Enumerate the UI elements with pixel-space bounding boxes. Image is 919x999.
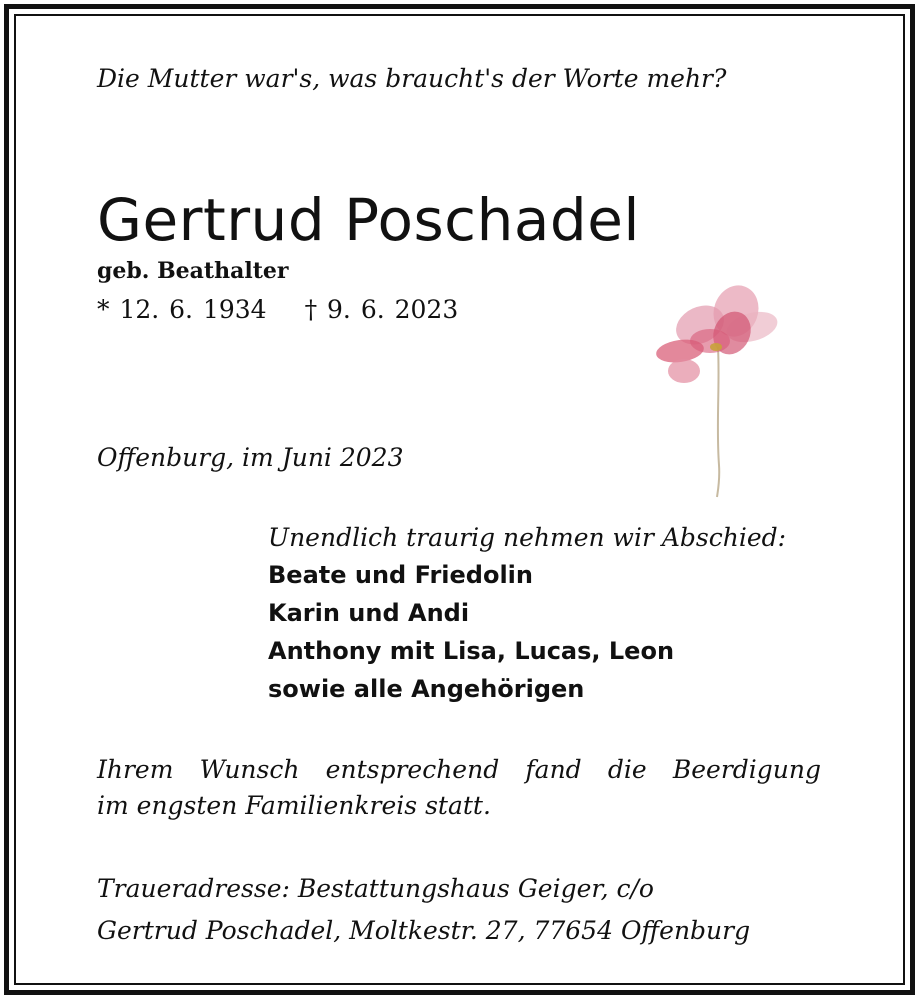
maiden-name: geb. Beathalter [97, 258, 289, 284]
burial-word: Beerdigung [672, 755, 821, 784]
mourning-address [97, 868, 750, 952]
burial-note-line-2: im engsten Familienkreis statt. [97, 791, 491, 820]
death-date: † 9. 6. 2023 [304, 295, 459, 324]
burial-word: Ihrem [97, 755, 174, 784]
opening-quote: Die Mutter war's, was braucht's der Worte mehr? [97, 64, 727, 93]
burial-word: entsprechend [325, 755, 500, 784]
mourner-entry: Beate und Friedolin [268, 561, 533, 589]
farewell-line: Unendlich traurig nehmen wir Abschied: [268, 523, 787, 552]
burial-note-line-1 [97, 752, 821, 788]
mourner-entry: sowie alle Angehörigen [268, 675, 585, 703]
burial-note [97, 752, 821, 824]
poppy-flower-illustration [640, 275, 785, 505]
life-dates [97, 295, 458, 324]
mourners-list [268, 558, 674, 710]
place-and-date: Offenburg, im Juni 2023 [97, 443, 404, 472]
deceased-name: Gertrud Poschadel [97, 186, 640, 254]
burial-word: die [607, 755, 647, 784]
mourner-entry: Anthony mit Lisa, Lucas, Leon [268, 637, 675, 665]
address-line-2: Gertrud Poschadel, Moltkestr. 27, 77654 Offenburg [97, 916, 751, 945]
mourner-entry: Karin und Andi [268, 599, 470, 627]
burial-word: fand [525, 755, 582, 784]
burial-word: Wunsch [199, 755, 300, 784]
address-line-1: Traueradresse: Bestattungshaus Geiger, c/o [97, 874, 654, 903]
birth-date: * 12. 6. 1934 [97, 295, 267, 324]
